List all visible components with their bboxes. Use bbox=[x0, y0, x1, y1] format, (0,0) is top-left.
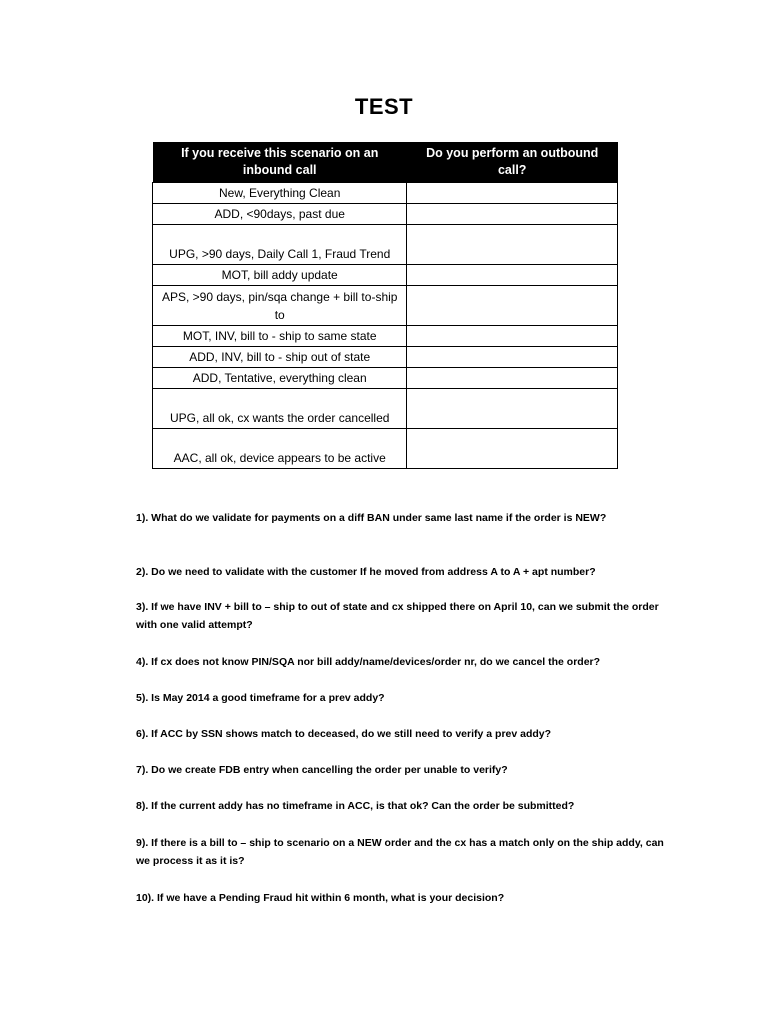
answer-cell[interactable] bbox=[407, 286, 618, 326]
answer-cell[interactable] bbox=[407, 265, 618, 286]
table-row bbox=[153, 265, 618, 286]
question-item: 4). If cx does not know PIN/SQA nor bill addy/name/devices/order nr, do we cancel the order? bbox=[136, 656, 601, 668]
page-title: TEST bbox=[354, 94, 414, 119]
header-inbound-scenario: If you receive this scenario on an inbound call bbox=[153, 142, 407, 183]
answer-cell[interactable] bbox=[407, 368, 618, 389]
scenario-cell: APS, >90 days, pin/sqa change + bill to-ship to bbox=[153, 286, 407, 326]
question-item: 6). If ACC by SSN shows match to deceased, do we still need to verify a prev addy? bbox=[136, 728, 552, 740]
answer-cell[interactable] bbox=[407, 389, 618, 429]
scenario-cell: UPG, all ok, cx wants the order cancelled bbox=[153, 389, 407, 429]
table-row bbox=[153, 347, 618, 368]
question-item: 8). If the current addy has no timeframe in ACC, is that ok? Can the order be submitted? bbox=[136, 800, 575, 812]
question-item: 1). What do we validate for payments on a diff BAN under same last name if the order is NEW? bbox=[136, 512, 607, 524]
answer-cell[interactable] bbox=[407, 326, 618, 347]
answer-cell[interactable] bbox=[407, 183, 618, 204]
question-item: 9). If there is a bill to – ship to scenario on a NEW order and the cx has a match only on the ship addy, can we process it as it is? bbox=[136, 837, 664, 867]
table-row bbox=[153, 225, 618, 265]
answer-cell[interactable] bbox=[407, 204, 618, 225]
table-row bbox=[153, 204, 618, 225]
scenario-cell: MOT, INV, bill to - ship to same state bbox=[153, 326, 407, 347]
answer-cell[interactable] bbox=[407, 347, 618, 368]
scenario-cell: UPG, >90 days, Daily Call 1, Fraud Trend bbox=[153, 225, 407, 265]
table-row bbox=[153, 286, 618, 326]
answer-cell[interactable] bbox=[407, 429, 618, 469]
question-item: 10). If we have a Pending Fraud hit within 6 month, what is your decision? bbox=[136, 892, 505, 904]
question-item: 3). If we have INV + bill to – ship to out of state and cx shipped there on April 10, can we submit the order with one valid attempt? bbox=[136, 601, 659, 631]
question-item: 7). Do we create FDB entry when cancelling the order per unable to verify? bbox=[136, 764, 508, 776]
answer-cell[interactable] bbox=[407, 225, 618, 265]
table-row bbox=[153, 326, 618, 347]
scenario-cell: AAC, all ok, device appears to be active bbox=[153, 429, 407, 469]
scenario-cell: MOT, bill addy update bbox=[153, 265, 407, 286]
scenario-cell: ADD, <90days, past due bbox=[153, 204, 407, 225]
scenario-cell: New, Everything Clean bbox=[153, 183, 407, 204]
scenario-cell: ADD, INV, bill to - ship out of state bbox=[153, 347, 407, 368]
table-row bbox=[153, 183, 618, 204]
header-outbound-call: Do you perform an outbound call? bbox=[407, 142, 618, 183]
table-row bbox=[153, 429, 618, 469]
scenario-cell: ADD, Tentative, everything clean bbox=[153, 368, 407, 389]
question-item: 2). Do we need to validate with the customer If he moved from address A to A + apt number? bbox=[136, 566, 596, 578]
table-header-row bbox=[153, 142, 618, 183]
question-item: 5). Is May 2014 a good timeframe for a prev addy? bbox=[136, 692, 385, 704]
table-row bbox=[153, 368, 618, 389]
scenario-table bbox=[152, 142, 618, 469]
table-row bbox=[153, 389, 618, 429]
